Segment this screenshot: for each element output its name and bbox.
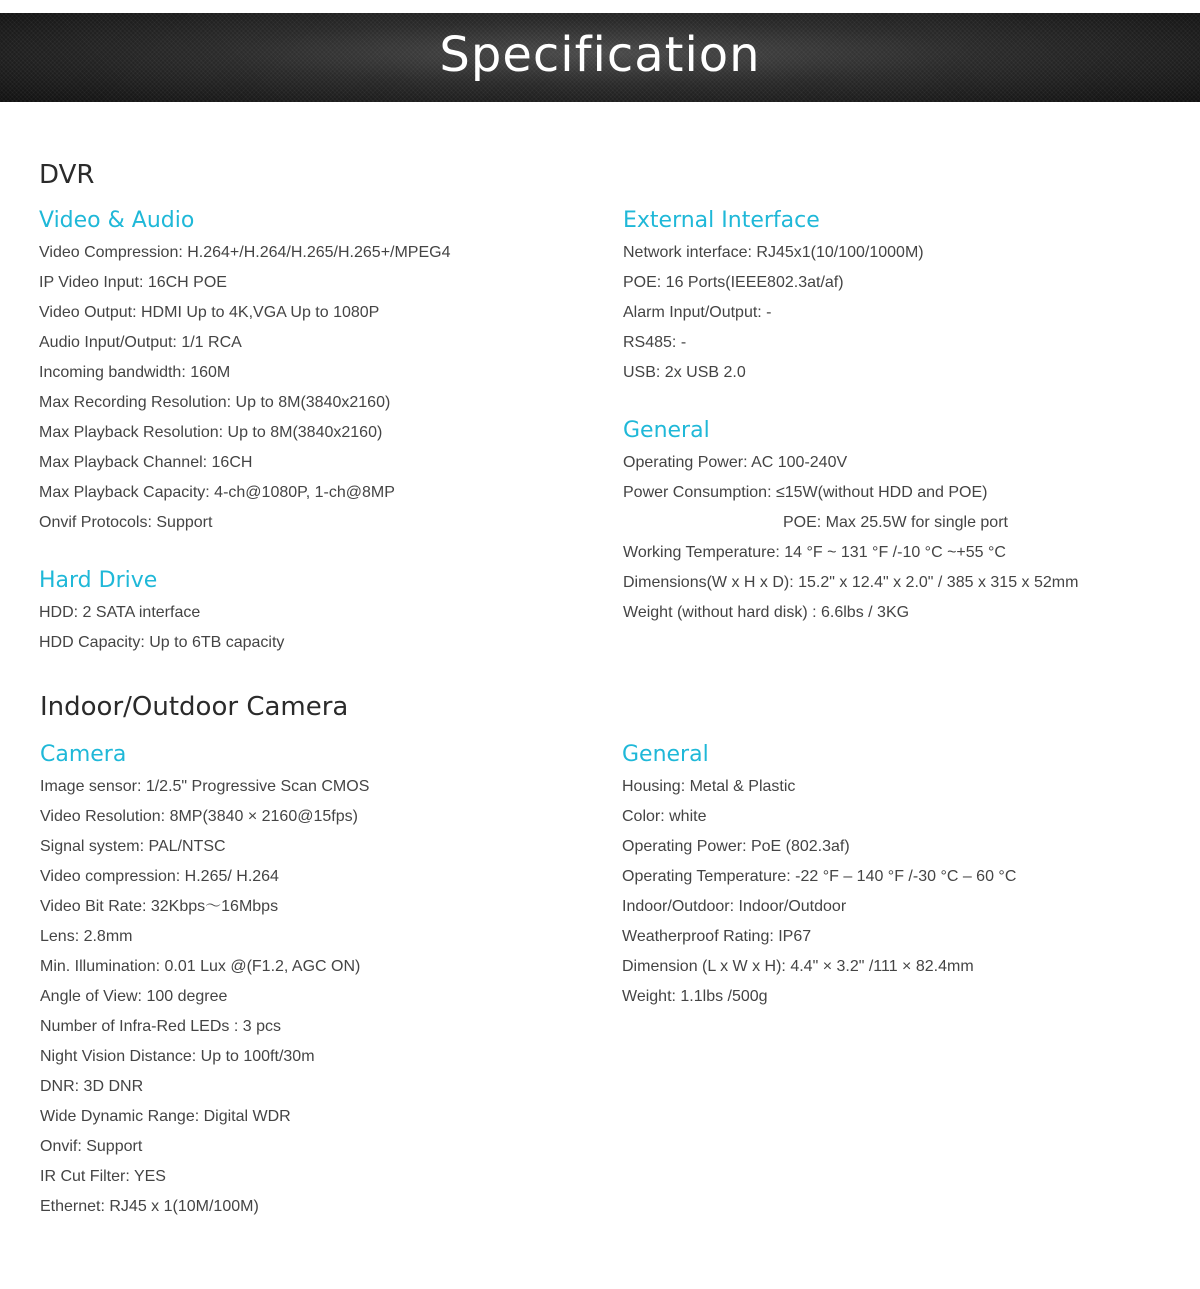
camera-general-list — [622, 772, 1016, 1012]
spec-item: Min. Illumination: 0.01 Lux @(F1.2, AGC ON) — [40, 958, 361, 975]
camera-general-title: General — [622, 742, 709, 767]
spec-item: Video Compression: H.264+/H.264/H.265/H.265+/MPEG4 — [39, 244, 451, 261]
spec-item: Max Playback Channel: 16CH — [39, 454, 253, 471]
spec-item: Alarm Input/Output: - — [623, 304, 772, 321]
banner-title: Specification — [439, 26, 761, 83]
external-interface-title: External Interface — [623, 208, 820, 233]
camera-heading: Indoor/Outdoor Camera — [40, 692, 349, 722]
spec-item: Video Bit Rate: 32Kbps～16Mbps — [40, 898, 279, 915]
spec-item: Max Playback Resolution: Up to 8M(3840x2160) — [39, 424, 383, 441]
spec-item: IR Cut Filter: YES — [40, 1168, 166, 1185]
dvr-heading: DVR — [39, 160, 95, 190]
dvr-general-list — [623, 448, 1078, 628]
spec-item: Signal system: PAL/NTSC — [40, 838, 226, 855]
spec-item: Audio Input/Output: 1/1 RCA — [39, 334, 242, 351]
spec-item: Angle of View: 100 degree — [40, 988, 228, 1005]
dvr-general-group — [623, 416, 1078, 628]
camera-list — [40, 772, 369, 1222]
spec-item: Video Output: HDMI Up to 4K,VGA Up to 1080P — [39, 304, 380, 321]
spec-item: RS485: - — [623, 334, 687, 351]
spec-item: Color: white — [622, 808, 707, 825]
spec-item: DNR: 3D DNR — [40, 1078, 144, 1095]
spec-item: Indoor/Outdoor: Indoor/Outdoor — [622, 898, 847, 915]
spec-item: Weight: 1.1lbs /500g — [622, 988, 768, 1005]
spec-item: Ethernet: RJ45 x 1(10M/100M) — [40, 1198, 259, 1215]
spec-item: Operating Power: AC 100-240V — [623, 454, 848, 471]
spec-item-continuation: POE: Max 25.5W for single port — [783, 514, 1008, 531]
spec-item: Number of Infra-Red LEDs : 3 pcs — [40, 1018, 281, 1035]
spec-item: Video Resolution: 8MP(3840 × 2160@15fps) — [40, 808, 358, 825]
spec-item: Night Vision Distance: Up to 100ft/30m — [40, 1048, 315, 1065]
camera-group — [40, 740, 369, 1222]
video-audio-title: Video & Audio — [39, 208, 195, 233]
spec-item: Video compression: H.265/ H.264 — [40, 868, 279, 885]
dvr-external-interface-group — [623, 206, 924, 388]
spec-item: HDD Capacity: Up to 6TB capacity — [39, 634, 285, 651]
spec-item: Operating Power: PoE (802.3af) — [622, 838, 850, 855]
dvr-hard-drive-group — [39, 566, 284, 658]
spec-item: Weatherproof Rating: IP67 — [622, 928, 812, 945]
spec-item: Weight (without hard disk) : 6.6lbs / 3KG — [623, 604, 910, 621]
specification-banner — [0, 13, 1200, 102]
spec-item: Operating Temperature: -22 °F – 140 °F /-30 °C – 60 °C — [622, 868, 1017, 885]
spec-item: POE: 16 Ports(IEEE802.3at/af) — [623, 274, 844, 291]
camera-title: Camera — [40, 742, 127, 767]
spec-item: Dimensions(W x H x D): 15.2" x 12.4" x 2.0" / 385 x 315 x 52mm — [623, 574, 1079, 591]
camera-general-group — [622, 740, 1016, 1012]
dvr-general-title: General — [623, 418, 710, 443]
video-audio-list — [39, 238, 451, 538]
spec-item: Network interface: RJ45x1(10/100/1000M) — [623, 244, 924, 261]
spec-item: IP Video Input: 16CH POE — [39, 274, 227, 291]
spec-item: Onvif: Support — [40, 1138, 143, 1155]
spec-item: Image sensor: 1/2.5" Progressive Scan CMOS — [40, 778, 370, 795]
hard-drive-list — [39, 598, 284, 658]
spec-item: Working Temperature: 14 °F ~ 131 °F /-10 °C ~+55 °C — [623, 544, 1006, 561]
spec-item: HDD: 2 SATA interface — [39, 604, 201, 621]
external-interface-list — [623, 238, 924, 388]
spec-item: Incoming bandwidth: 160M — [39, 364, 231, 381]
spec-item: Onvif Protocols: Support — [39, 514, 213, 531]
spec-item: Power Consumption: ≤15W(without HDD and POE) — [623, 484, 988, 501]
spec-item: Max Recording Resolution: Up to 8M(3840x2160) — [39, 394, 391, 411]
spec-item: Dimension (L x W x H): 4.4" × 3.2" /111 × 82.4mm — [622, 958, 974, 975]
hard-drive-title: Hard Drive — [39, 568, 158, 593]
spec-item: Max Playback Capacity: 4-ch@1080P, 1-ch@8MP — [39, 484, 395, 501]
spec-item: Housing: Metal & Plastic — [622, 778, 796, 795]
spec-item: Lens: 2.8mm — [40, 928, 133, 945]
dvr-video-audio-group — [39, 206, 451, 538]
spec-item: USB: 2x USB 2.0 — [623, 364, 746, 381]
spec-item: Wide Dynamic Range: Digital WDR — [40, 1108, 291, 1125]
